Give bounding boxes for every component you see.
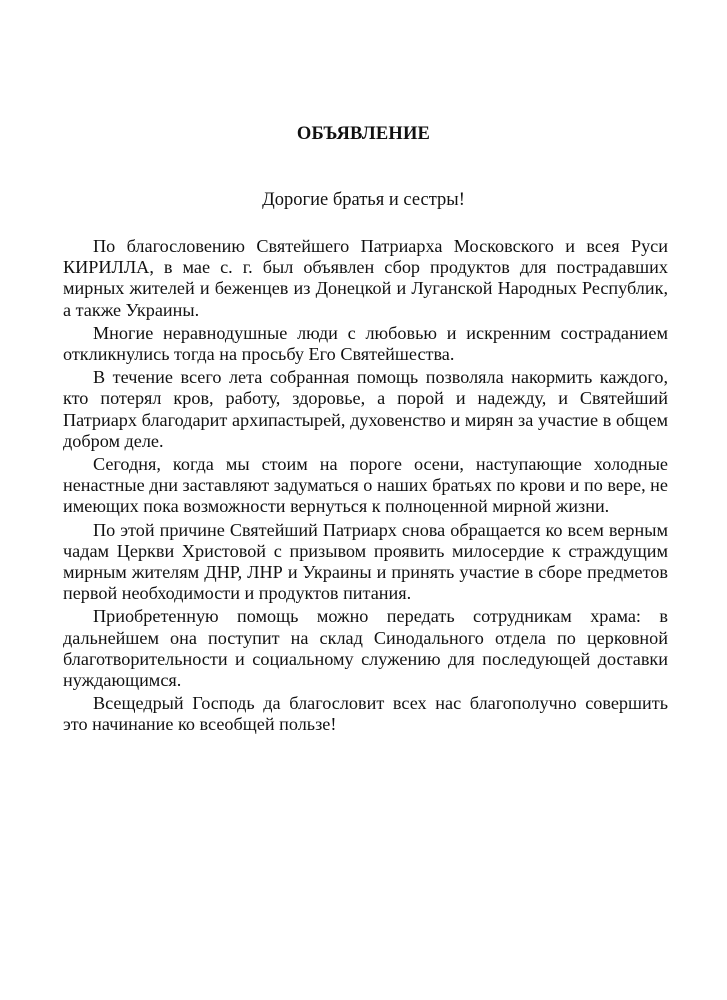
paragraph-autumn: Сегодня, когда мы стоим на пороге осени, наступающие холодные ненастные дни заставляют задуматься о наших братьях по крови и по вере, не имеющих пока возможности вернуться к полноценной мирной жизни. [63,454,668,517]
document-title: ОБЪЯВЛЕНИЕ [296,124,431,144]
paragraph-summer-help: В течение всего лета собранная помощь позволяла накормить каждого, кто потерял кров, работу, здоровье, а порой и надежду, и Святейший Патриарх благодарит архипастырей, духовенство и мирян за участие в общем добром деле. [63,367,668,451]
paragraph-delivery: Приобретенную помощь можно передать сотрудникам храма: в дальнейшем она поступит на склад Синодального отдела по церковной благотворительности и социальному служению для последующей доставки нуждающимся. [63,606,668,691]
salutation: Дорогие братья и сестры! [262,190,465,210]
paragraph-blessing: По благословению Святейшего Патриарха Московского и всея Руси КИРИЛЛА, в мае с. г. был объявлен сбор продуктов для пострадавших мирных жителей и беженцев из Донецкой и Луганской Народных Республик, а также Украины. [63,236,668,320]
paragraph-appeal: По этой причине Святейший Патриарх снова обращается ко всем верным чадам Церкви Христовой с призывом проявить милосердие к страждущим мирным жителям ДНР, ЛНР и Украины и принять участие в сборе предметов первой необходимости и продуктов питания. [63,519,668,604]
paragraph-closing: Всещедрый Господь да благословит всех нас благополучно совершить это начинание ко всеобщей пользе! [63,693,668,735]
paragraph-response: Многие неравнодушные люди с любовью и искренним состраданием откликнулись тогда на просьбу Его Святейшества. [63,322,668,365]
document-body [63,236,668,738]
